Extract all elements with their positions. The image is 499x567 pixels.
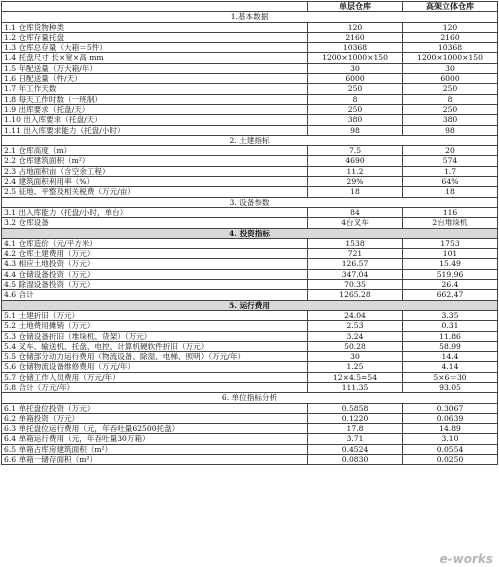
- row-label: 2.2 仓库建筑面积（m²）: [2, 156, 308, 166]
- row-label: 2.4 建筑面积利用率（%）: [2, 177, 308, 187]
- header-item: [2, 2, 308, 12]
- table-row: [2, 362, 498, 372]
- section-title: 5. 运行费用: [2, 300, 498, 310]
- single-story-value: 6000: [308, 74, 403, 84]
- high-bay-value: 8: [403, 94, 498, 104]
- single-story-value: 8: [308, 94, 403, 104]
- header-single-story: 单层仓库: [308, 2, 403, 12]
- high-bay-value: 64%: [403, 177, 498, 187]
- high-bay-value: 250: [403, 104, 498, 114]
- table-row: [2, 434, 498, 444]
- row-label: 5.8 合计（万元/年）: [2, 382, 308, 392]
- high-bay-value: 30: [403, 63, 498, 73]
- watermark: e-works: [439, 552, 493, 566]
- high-bay-value: 2160: [403, 32, 498, 42]
- high-bay-value: 14.4: [403, 352, 498, 362]
- table-row: [2, 125, 498, 135]
- high-bay-value: 0.0554: [403, 444, 498, 454]
- row-label: 4.5 除湿设备投资（万元）: [2, 280, 308, 290]
- section-header-row: [2, 228, 498, 238]
- row-label: 3.1 出入库能力（托盘/小时，单台）: [2, 207, 308, 217]
- single-story-value: 17.8: [308, 424, 403, 434]
- high-bay-value: 120: [403, 22, 498, 32]
- high-bay-value: 0.3067: [403, 403, 498, 413]
- single-story-value: 0.1220: [308, 413, 403, 423]
- header-high-bay: 高架立体仓库: [403, 2, 498, 12]
- table-row: [2, 218, 498, 228]
- table-row: [2, 413, 498, 423]
- high-bay-value: 6000: [403, 74, 498, 84]
- single-story-value: 18: [308, 187, 403, 197]
- table-row: [2, 455, 498, 465]
- row-label: 5.2 土地费用摊销（万元）: [2, 321, 308, 331]
- table-row: [2, 32, 498, 42]
- table-row: [2, 290, 498, 300]
- table-row: [2, 207, 498, 217]
- single-story-value: 3.24: [308, 331, 403, 341]
- single-story-value: 250: [308, 84, 403, 94]
- section-title: 1.基本数据: [2, 12, 498, 22]
- table-row: [2, 187, 498, 197]
- row-label: 1.11 出入库要求能力（托盘/小时）: [2, 125, 308, 135]
- single-story-value: 1538: [308, 238, 403, 248]
- row-label: 5.5 仓储部分动力运行费用（物流设备、除湿、电梯、照明）（万元/年）: [2, 352, 308, 362]
- high-bay-value: 26.4: [403, 280, 498, 290]
- row-label: 4.4 仓储设备投资（万元）: [2, 269, 308, 279]
- table-row: [2, 74, 498, 84]
- row-label: 4.1 仓库造价（元/平方米）: [2, 238, 308, 248]
- high-bay-value: 5×6＝30: [403, 372, 498, 382]
- row-label: 6.2 单箱投资（万元）: [2, 413, 308, 423]
- single-story-value: 250: [308, 104, 403, 114]
- single-story-value: 3.71: [308, 434, 403, 444]
- single-story-value: 10368: [308, 43, 403, 53]
- single-story-value: 12×4.5=54: [308, 372, 403, 382]
- section-title: 3. 设备参数: [2, 197, 498, 207]
- single-story-value: 98: [308, 125, 403, 135]
- high-bay-value: 11.86: [403, 331, 498, 341]
- section-header-row: [2, 393, 498, 403]
- row-label: 6.5 单箱占库房建筑面积（m²）: [2, 444, 308, 454]
- section-header-row: [2, 197, 498, 207]
- high-bay-value: 574: [403, 156, 498, 166]
- single-story-value: 120: [308, 22, 403, 32]
- row-label: 5.1 土建折旧（万元）: [2, 310, 308, 320]
- single-story-value: 7.5: [308, 146, 403, 156]
- row-label: 6.4 单箱运行费用（元，年吞吐量30万箱）: [2, 434, 308, 444]
- row-label: 1.6 日配送量（件/天）: [2, 74, 308, 84]
- high-bay-value: 58.99: [403, 341, 498, 351]
- table-header-row: [2, 2, 498, 12]
- table-row: [2, 94, 498, 104]
- table-row: [2, 372, 498, 382]
- single-story-value: 2.53: [308, 321, 403, 331]
- table-row: [2, 403, 498, 413]
- single-story-value: 4690: [308, 156, 403, 166]
- table-row: [2, 238, 498, 248]
- row-label: 4.3 相应土地投资（万元）: [2, 259, 308, 269]
- row-label: 1.1 仓库货物种类: [2, 22, 308, 32]
- high-bay-value: 1.7: [403, 166, 498, 176]
- table-row: [2, 331, 498, 341]
- section-header-row: [2, 300, 498, 310]
- single-story-value: 1265.28: [308, 290, 403, 300]
- high-bay-value: 0.31: [403, 321, 498, 331]
- table-row: [2, 115, 498, 125]
- table-body: [2, 12, 498, 465]
- single-story-value: 0.0830: [308, 455, 403, 465]
- high-bay-value: 1753: [403, 238, 498, 248]
- row-label: 6.3 单托盘位运行费用（元，年吞吐量62500托盘）: [2, 424, 308, 434]
- high-bay-value: 116: [403, 207, 498, 217]
- row-label: 5.3 仓储设备折旧（堆垛机、货架）（万元）: [2, 331, 308, 341]
- single-story-value: 0.5858: [308, 403, 403, 413]
- table-row: [2, 146, 498, 156]
- single-story-value: 347.04: [308, 269, 403, 279]
- single-story-value: 1200×1000×150: [308, 53, 403, 63]
- row-label: 1.4 托盘尺寸 长×宽×高 mm: [2, 53, 308, 63]
- high-bay-value: 519.96: [403, 269, 498, 279]
- row-label: 1.8 每天工作时数（一班制）: [2, 94, 308, 104]
- row-label: 4.6 合计: [2, 290, 308, 300]
- high-bay-value: 2台堆垛机: [403, 218, 498, 228]
- single-story-value: 0.4524: [308, 444, 403, 454]
- row-label: 6.1 单托盘位投资（万元）: [2, 403, 308, 413]
- single-story-value: 4台叉车: [308, 218, 403, 228]
- single-story-value: 2160: [308, 32, 403, 42]
- single-story-value: 84: [308, 207, 403, 217]
- single-story-value: 29%: [308, 177, 403, 187]
- table-row: [2, 104, 498, 114]
- table-row: [2, 259, 498, 269]
- table-row: [2, 22, 498, 32]
- row-label: 1.5 年配送量（万大箱/年）: [2, 63, 308, 73]
- table-row: [2, 382, 498, 392]
- row-label: 3.2 仓库设备: [2, 218, 308, 228]
- high-bay-value: 250: [403, 84, 498, 94]
- single-story-value: 30: [308, 352, 403, 362]
- table-row: [2, 166, 498, 176]
- section-header-row: [2, 12, 498, 22]
- section-title: 4. 投资指标: [2, 228, 498, 238]
- row-label: 6.6 单箱一储存面积（m²）: [2, 455, 308, 465]
- high-bay-value: 14.89: [403, 424, 498, 434]
- table-row: [2, 269, 498, 279]
- row-label: 5.4 叉车、输送机、托盘、电控、计算机硬软件折旧（万元）: [2, 341, 308, 351]
- high-bay-value: 3.10: [403, 434, 498, 444]
- single-story-value: 1.25: [308, 362, 403, 372]
- table-row: [2, 341, 498, 351]
- single-story-value: 721: [308, 249, 403, 259]
- single-story-value: 30: [308, 63, 403, 73]
- section-header-row: [2, 135, 498, 145]
- table-row: [2, 249, 498, 259]
- single-story-value: 24.04: [308, 310, 403, 320]
- row-label: 1.7 年工作天数: [2, 84, 308, 94]
- table-row: [2, 177, 498, 187]
- table-row: [2, 352, 498, 362]
- high-bay-value: 10368: [403, 43, 498, 53]
- row-label: 2.3 占地面积亩（含空余工程）: [2, 166, 308, 176]
- table-row: [2, 63, 498, 73]
- high-bay-value: 93.05: [403, 382, 498, 392]
- table-row: [2, 84, 498, 94]
- row-label: 1.10 出入库要求（托盘/天）: [2, 115, 308, 125]
- high-bay-value: 98: [403, 125, 498, 135]
- high-bay-value: 18: [403, 187, 498, 197]
- table-row: [2, 156, 498, 166]
- high-bay-value: 380: [403, 115, 498, 125]
- high-bay-value: 0.0250: [403, 455, 498, 465]
- high-bay-value: 3.35: [403, 310, 498, 320]
- single-story-value: 126.57: [308, 259, 403, 269]
- row-label: 5.7 仓储工作人员费用（万元/年）: [2, 372, 308, 382]
- table-row: [2, 43, 498, 53]
- table-row: [2, 310, 498, 320]
- row-label: 2.1 仓库高度（m）: [2, 146, 308, 156]
- table-row: [2, 444, 498, 454]
- section-title: 6. 单位指标分析: [2, 393, 498, 403]
- comparison-table: [1, 1, 498, 465]
- single-story-value: 11.2: [308, 166, 403, 176]
- row-label: 1.2 仓库存量托盘: [2, 32, 308, 42]
- row-label: 1.9 出库要求（托盘/天）: [2, 104, 308, 114]
- high-bay-value: 4.14: [403, 362, 498, 372]
- high-bay-value: 662.47: [403, 290, 498, 300]
- table-row: [2, 280, 498, 290]
- table-row: [2, 321, 498, 331]
- high-bay-value: 0.0639: [403, 413, 498, 423]
- high-bay-value: 101: [403, 249, 498, 259]
- table-row: [2, 53, 498, 63]
- row-label: 4.2 仓库土建费用（万元）: [2, 249, 308, 259]
- single-story-value: 70.35: [308, 280, 403, 290]
- table-row: [2, 424, 498, 434]
- row-label: 2.5 征地、平整及相关税费（万元/亩）: [2, 187, 308, 197]
- single-story-value: 111.35: [308, 382, 403, 392]
- row-label: 5.6 仓储物流设备维修费用（万元/年）: [2, 362, 308, 372]
- single-story-value: 380: [308, 115, 403, 125]
- single-story-value: 50.28: [308, 341, 403, 351]
- high-bay-value: 20: [403, 146, 498, 156]
- section-title: 2. 土建指标: [2, 135, 498, 145]
- high-bay-value: 15.49: [403, 259, 498, 269]
- row-label: 1.3 仓库总存量（大箱＝5件）: [2, 43, 308, 53]
- high-bay-value: 1200×1000×150: [403, 53, 498, 63]
